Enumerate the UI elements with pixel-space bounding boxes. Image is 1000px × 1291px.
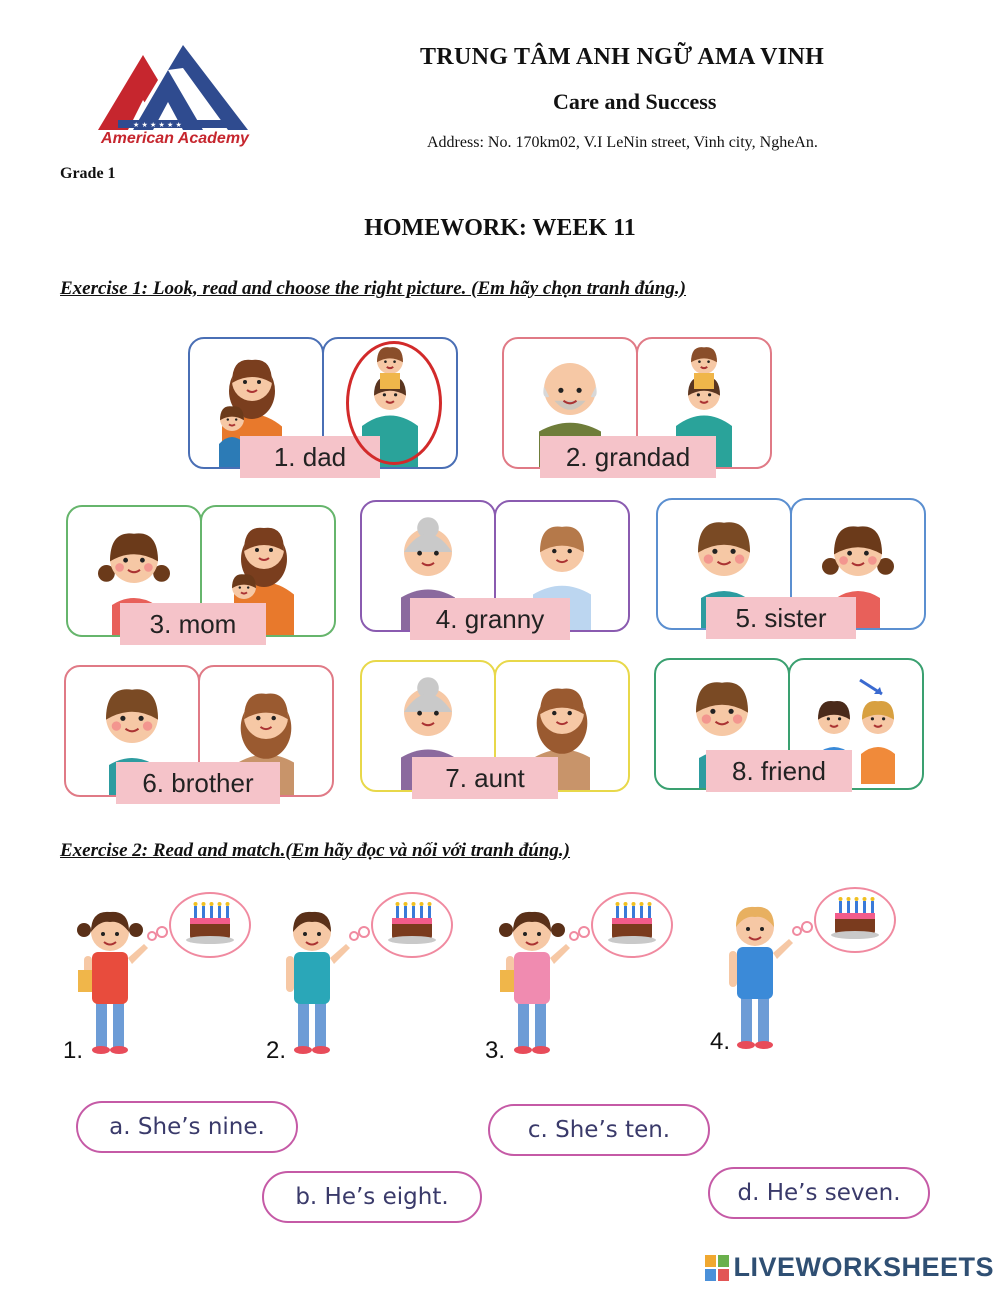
kid-1-number: 1. — [63, 1037, 84, 1064]
card-5-label: 5. sister — [706, 597, 856, 639]
answer-b[interactable]: b. He’s eight. — [262, 1171, 482, 1223]
answer-c[interactable]: c. She’s ten. — [488, 1104, 710, 1156]
logo-text: American Academy — [101, 130, 249, 147]
card-1-label: 1. dad — [240, 436, 380, 478]
selected-answer-circle — [346, 341, 442, 465]
card-7-label: 7. aunt — [412, 757, 558, 799]
page-title: HOMEWORK: WEEK 11 — [364, 215, 636, 241]
kid-1-with-cake-bubble[interactable] — [60, 890, 260, 1060]
answer-d[interactable]: d. He’s seven. — [708, 1167, 930, 1219]
exercise2-instruction: Exercise 2: Read and match.(Em hãy đọc và nối với tranh đúng.) — [60, 840, 571, 861]
exercise1-instruction: Exercise 1: Look, read and choose the right picture. (Em hãy chọn tranh đúng.) — [60, 278, 686, 299]
card-3-label: 3. mom — [120, 603, 266, 645]
grade-label: Grade 1 — [60, 165, 116, 182]
kid-4-with-cake-bubble[interactable] — [705, 885, 905, 1055]
address: Address: No. 170km02, V.I LeNin street, Vinh city, NgheAn. — [427, 134, 818, 151]
card-4-label: 4. granny — [410, 598, 570, 640]
card-6-label: 6. brother — [116, 762, 280, 804]
kid-2-with-cake-bubble[interactable] — [262, 890, 462, 1060]
kid-3-with-cake-bubble[interactable] — [482, 890, 682, 1060]
svg-text:★ ★ ★ ★ ★ ★: ★ ★ ★ ★ ★ ★ — [133, 121, 182, 129]
kid-3-number: 3. — [485, 1037, 506, 1064]
card-8-label: 8. friend — [706, 750, 852, 792]
liveworksheets-icon — [705, 1255, 729, 1281]
kid-4-number: 4. — [710, 1028, 731, 1055]
answer-a[interactable]: a. She’s nine. — [76, 1101, 298, 1153]
liveworksheets-text: LIVEWORKSHEETS — [733, 1252, 994, 1282]
kid-2-number: 2. — [266, 1037, 287, 1064]
slogan: Care and Success — [553, 89, 717, 114]
card-2-label: 2. grandad — [540, 436, 716, 478]
liveworksheets-brand — [705, 1252, 994, 1283]
organization-name: TRUNG TÂM ANH NGỮ AMA VINH — [420, 44, 825, 70]
